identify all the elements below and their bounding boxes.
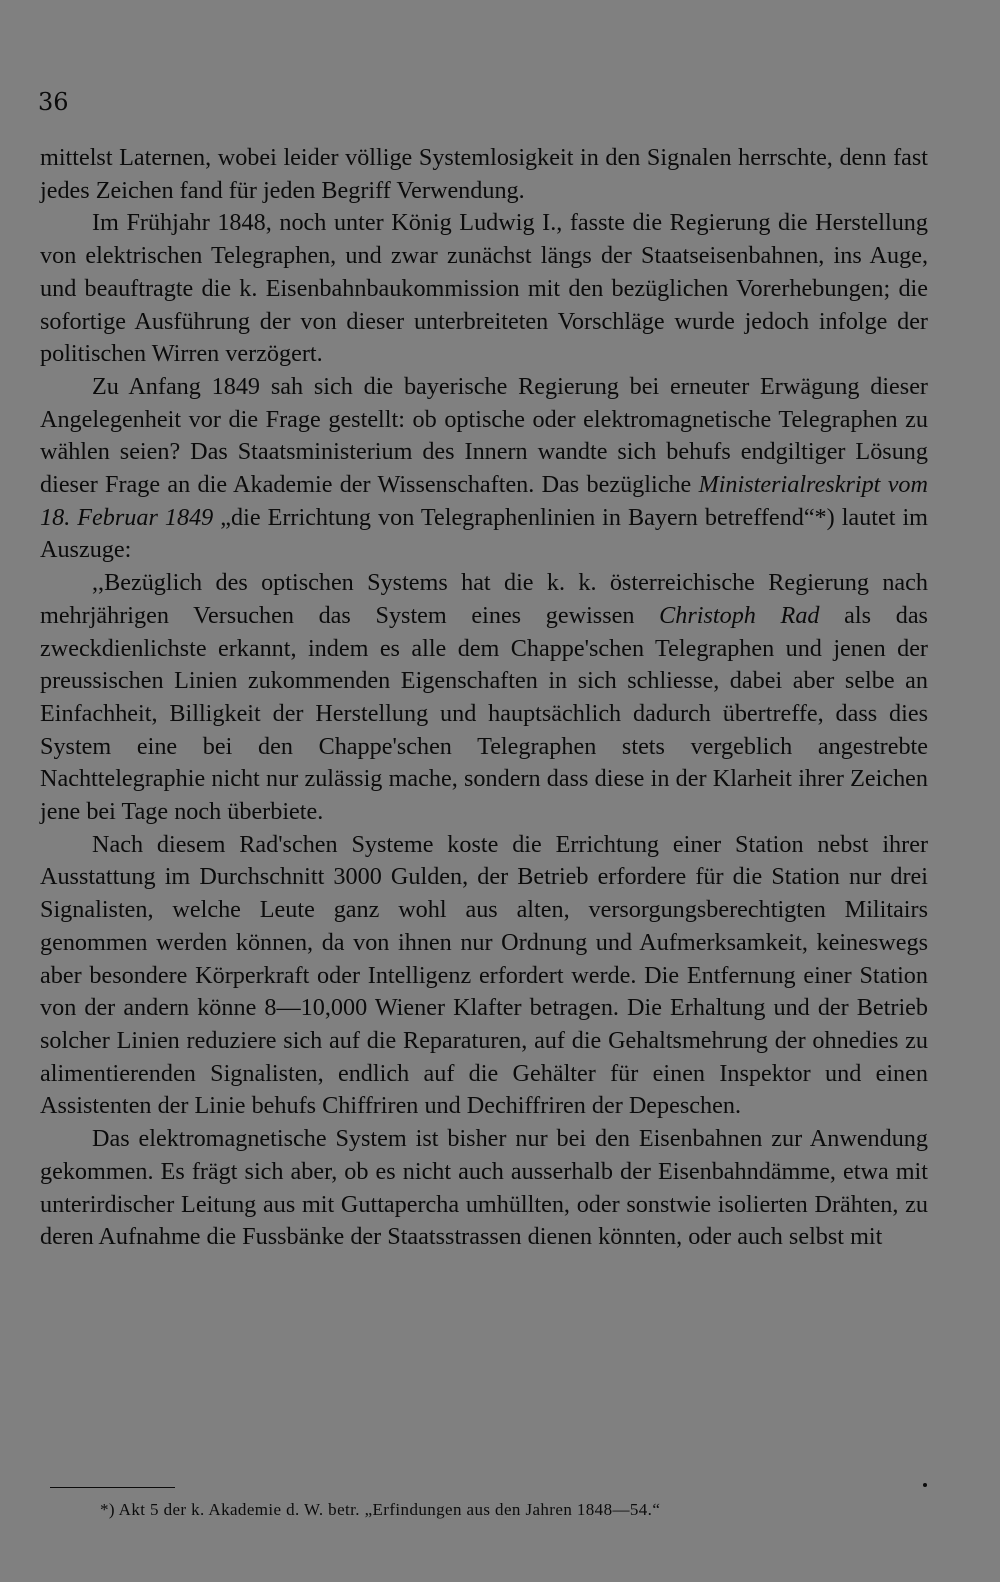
paragraph-text: mittelst Laternen, wobei leider völlige Systemlosigkeit in den Signalen herrschte, denn fast jedes Zeichen fand für jeden Begriff Verwendung. (40, 144, 928, 204)
person-name: Christoph Rad (659, 601, 820, 629)
paragraph-2 (40, 207, 928, 371)
ministerial-decree-reference: Ministerialreskript vom 18. Februar 1849 (40, 471, 928, 531)
body-text (40, 142, 928, 1254)
footnote-divider (50, 1487, 175, 1488)
paragraph-text: Nach diesem Rad'schen Systeme koste die Errichtung einer Station nebst ihrer Ausstattung im Durchschnitt 3000 Gulden, der Betrieb erfordere für die Station nur drei Signalisten, welche Leute ganz wohl aus alten, versorgungsberechtigten Militairs genommen werden können, da von ihnen nur Ordnung und Aufmerksamkeit, keineswegs aber besondere Körperkraft oder Intelligenz erfordert werde. Die Entfernung einer Station von der andern könne 8—10,000 Wiener Klafter betragen. Die Erhaltung und der Betrieb solcher Linien reduziere sich auf die Reparaturen, auf die Gehaltsmehrung der ohnedies zu alimentierenden Signalisten, endlich auf die Gehälter für einen Inspektor und einen Assistenten der Linie behufs Chiffriren und Dechiffriren der Depeschen. (40, 830, 928, 1120)
paragraph-text: Im Frühjahr 1848, noch unter König Ludwig I., fasste die Regierung die Herstellung von elektrischen Telegraphen, und zwar zunächst längs der Staatseisenbahnen, ins Auge, und beauftragte die k. Eisenbahnbaukommission mit den bezüglichen Vorerhebungen; die sofortige Ausführung der von dieser unterbreiteten Vorschläge wurde jedoch infolge der politischen Wirren verzögert. (40, 209, 928, 368)
paragraph-text-continued: „die Errichtung von Telegraphenlinien in Bayern betreffend“*) lautet im Auszuge: (40, 503, 928, 564)
paragraph-text-continued: als das zweckdienlichste erkannt, indem es alle dem Chappe'schen Telegraphen und jenen der preussischen Linien zukommenden Eigenschaften in sich schliesse, dabei aber selbe an Einfachheit, Billigkeit der Herstellung und hauptsächlich dadurch übertreffe, dass dies System eine bei den Chappe'schen Telegraphen stets vergeblich angestrebte Nachttelegraphie nicht nur zulässig mache, sondern dass diese in der Klarheit ihrer Zeichen jene bei Tage noch überbiete. (40, 601, 928, 826)
paragraph-4-quote (40, 567, 928, 829)
footnote: *) Akt 5 der k. Akademie d. W. betr. „Erfindungen aus den Jahren 1848—54.“ (100, 1500, 661, 1519)
paragraph-text: ,,Bezüglich des optischen Systems hat die k. k. österreichische Regierung nach mehrjährigen Versuchen das System eines gewissen (40, 569, 928, 629)
paragraph-text: Zu Anfang 1849 sah sich die bayerische Regierung bei erneuter Erwägung dieser Angelegenheit vor die Frage gestellt: ob optische oder elektromagnetische Telegraphen zu wählen seien? Das Staatsministerium des Innern wandte sich behufs endgiltiger Lösung dieser Frage an die Akademie der Wissenschaften. Das bezügliche (40, 372, 928, 499)
paragraph-text: Das elektromagnetische System ist bisher nur bei den Eisenbahnen zur Anwendung gekommen. Es frägt sich aber, ob es nicht auch ausserhalb der Eisenbahndämme, etwa mit unterirdischer Leitung aus mit Guttapercha umhüllten, oder sonstwie isolierten Drähten, zu deren Aufnahme die Fussbänke der Staatsstrassen dienen könnten, oder auch selbst mit (40, 1125, 928, 1251)
paragraph-1 (40, 142, 928, 207)
paragraph-6 (40, 1123, 928, 1254)
footnote-dot-mark (923, 1483, 927, 1487)
paragraph-3 (40, 371, 928, 567)
paragraph-5 (40, 829, 928, 1123)
page-number: 36 (38, 88, 69, 116)
